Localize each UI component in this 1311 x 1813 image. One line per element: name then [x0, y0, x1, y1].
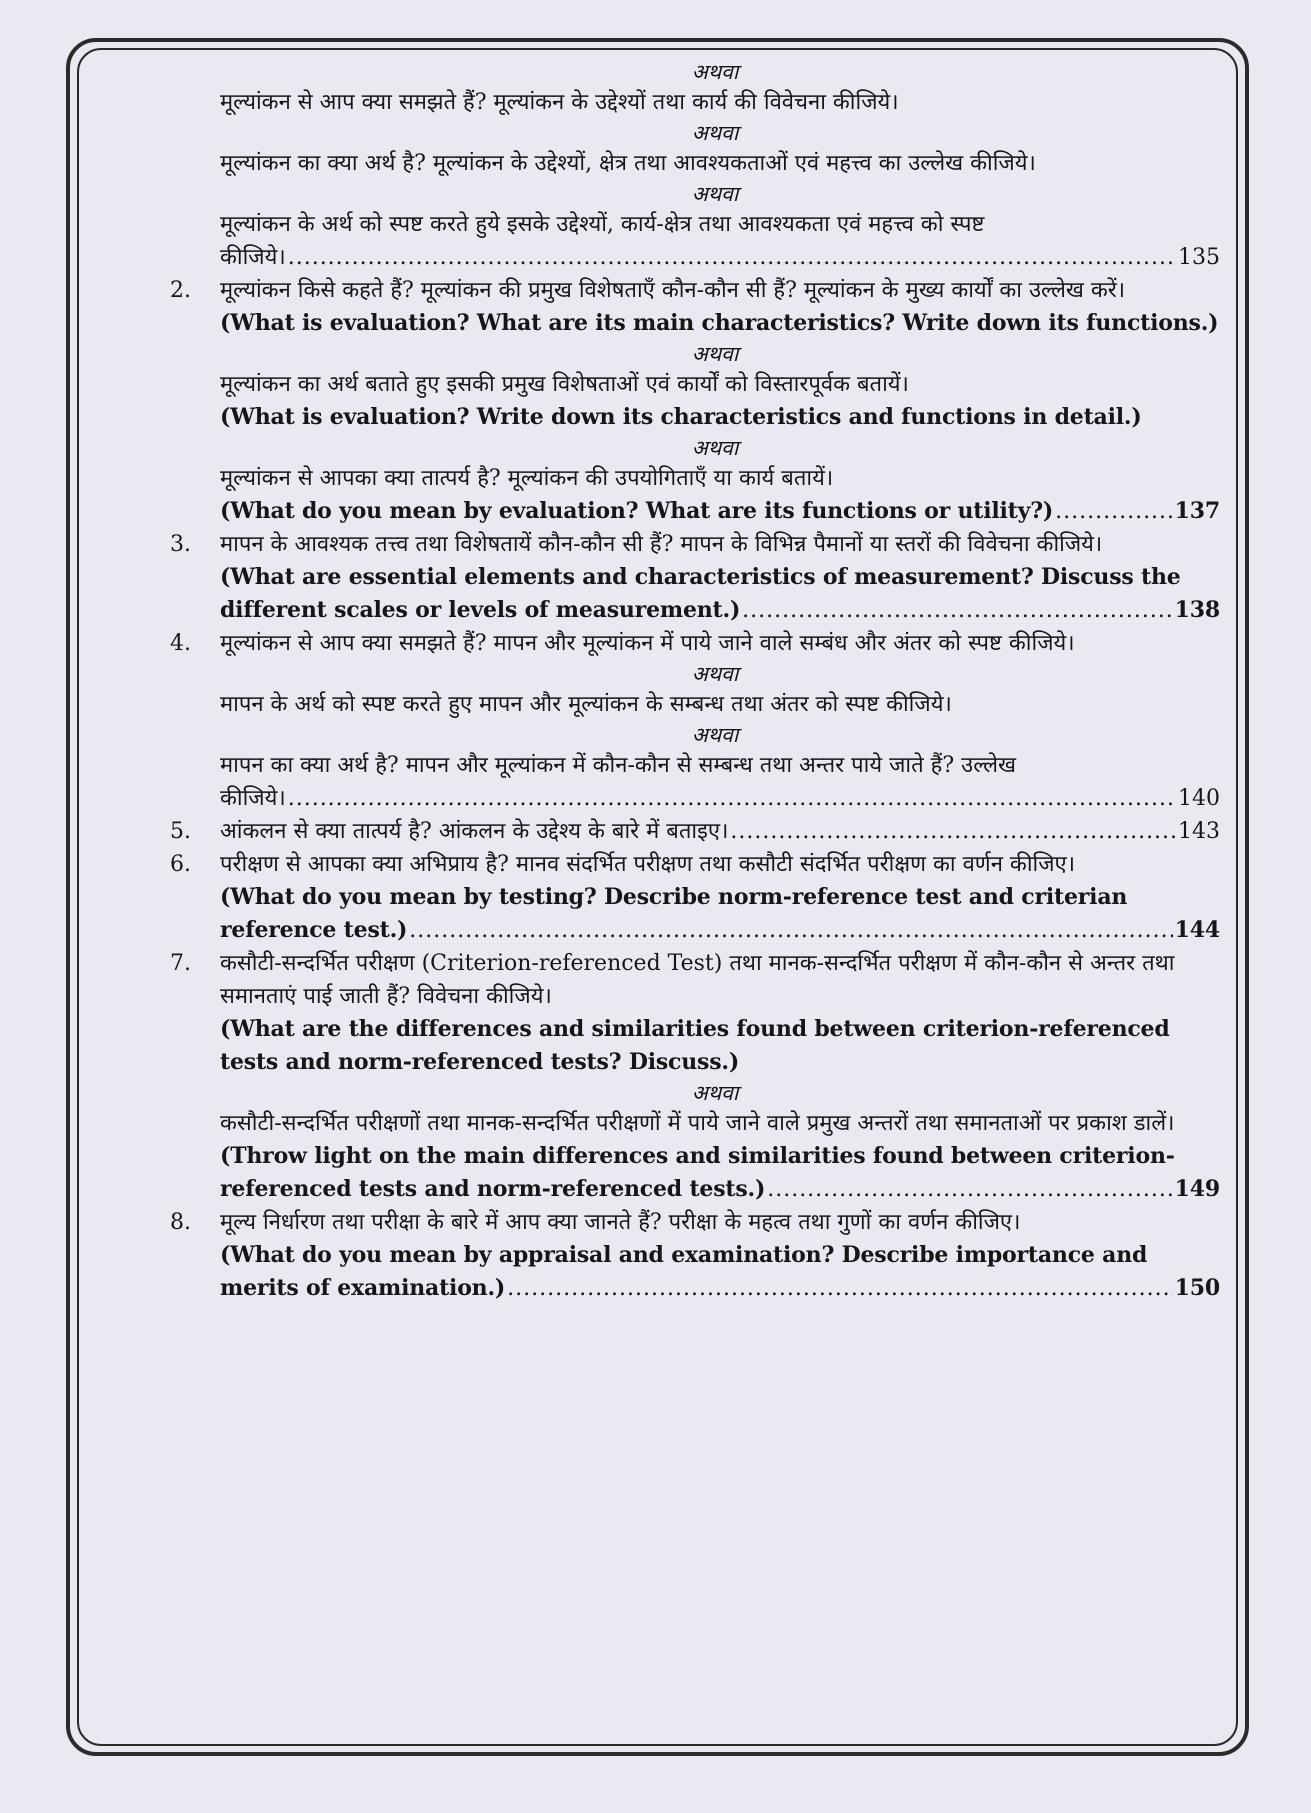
- entry-line: [220, 495, 1220, 528]
- question-text: मूल्यांकन से आपका क्या तात्पर्य है? मूल्यांकन की उपयोगिताएँ या कार्य बतायें।: [220, 466, 834, 491]
- leader-dots: [288, 782, 1176, 815]
- hindi-text: [150, 749, 1220, 782]
- question-text: मापन का क्या अर्थ है? मापन और मूल्यांकन में कौन-कौन से सम्बन्ध तथा अन्तर पाये जाते हैं? उल्लेख: [220, 753, 1017, 778]
- question-text: कसौटी-सन्दर्भित परीक्षणों तथा मानक-सन्दर्भित परीक्षणों में पाये जाने वाले प्रमुख अन्तरों तथा समानताओं पर प्रकाश डालें।: [220, 1111, 1175, 1136]
- question-text-english: (What is evaluation? What are its main characteristics? Write down its functions.): [220, 310, 1219, 336]
- or-separator: अथवा: [691, 60, 739, 84]
- leader-dots: [507, 1272, 1173, 1305]
- question-number: 2.: [170, 278, 191, 303]
- question-item: [150, 947, 1220, 1013]
- question-number: 4.: [170, 631, 191, 656]
- question-text: मूल्यांकन किसे कहते हैं? मूल्यांकन की प्रमुख विशेषताएँ कौन-कौन सी हैं? मूल्यांकन के मुख्य कार्यों का उल्लेख करें।: [220, 278, 1126, 303]
- page-number: 138: [1174, 597, 1220, 623]
- question-item: [150, 1206, 1220, 1239]
- question-item: [150, 274, 1220, 307]
- question-text: मापन के अर्थ को स्पष्ट करते हुए मापन और मूल्यांकन के सम्बन्ध तथा अंतर को स्पष्ट कीजिये।: [220, 692, 952, 717]
- question-text: मूल्यांकन का अर्थ बताते हुए इसकी प्रमुख विशेषताओं एवं कार्यों को विस्तारपूर्वक बतायें।: [220, 372, 909, 397]
- english-text: [150, 1140, 1220, 1173]
- english-text: [150, 1239, 1220, 1272]
- or-separator: अथवा: [691, 182, 739, 206]
- question-item: [150, 815, 1220, 848]
- english-text: [150, 561, 1220, 594]
- leader-dots: [288, 241, 1176, 274]
- entry-last-line: [150, 914, 1220, 947]
- question-text-english: (Throw light on the main differences and similarities found between criterion-: [220, 1143, 1175, 1169]
- or-separator: अथवा: [691, 436, 739, 460]
- question-text: कसौटी-सन्दर्भित परीक्षण (Criterion-referenced Test) तथा मानक-सन्दर्भित परीक्षण में कौन-कौन से अन्तर तथा समानताएं पाई जाती हैं? विवेचना कीजिये।: [220, 951, 1175, 1009]
- entry-last-line: [150, 1272, 1220, 1305]
- question-text-english: (What do you mean by testing? Describe norm-reference test and criterian: [220, 884, 1128, 910]
- entry-text: कीजिये।: [220, 786, 286, 811]
- or-separator: अथवा: [691, 662, 739, 686]
- entry-line: [220, 241, 1220, 274]
- entry-line: [220, 594, 1220, 627]
- english-text: [150, 401, 1220, 434]
- contents-list: [150, 58, 1220, 1305]
- question-text-english: (What are essential elements and characteristics of measurement? Discuss the: [220, 564, 1181, 590]
- page-number: 135: [1178, 245, 1220, 270]
- question-number: 5.: [170, 819, 191, 844]
- entry-last-line: [150, 594, 1220, 627]
- entry-text: कीजिये।: [220, 245, 286, 270]
- question-text: मूल्यांकन के अर्थ को स्पष्ट करते हुये इसके उद्देश्यों, कार्य-क्षेत्र तथा आवश्यकता एवं महत्त्व को स्पष्ट: [220, 212, 985, 237]
- or-separator: अथवा: [691, 1081, 739, 1105]
- english-text: [150, 881, 1220, 914]
- question-text-english: (What are the differences and similarities found between criterion-referenced tests and norm-referenced tests? Discuss.): [220, 1016, 1170, 1075]
- question-text: मूल्यांकन से आप क्या समझते हैं? मापन और मूल्यांकन में पाये जाने वाले सम्बंध और अंतर को स्पष्ट कीजिये।: [220, 631, 1075, 656]
- entry-line: [220, 1272, 1220, 1305]
- hindi-text: [150, 147, 1220, 180]
- hindi-text: [150, 208, 1220, 241]
- question-number: 7.: [170, 951, 191, 976]
- entry-last-line: [150, 782, 1220, 815]
- entry-line: [220, 782, 1220, 815]
- question-text: परीक्षण से आपका क्या अभिप्राय है? मानव संदर्भित परीक्षण तथा कसौटी संदर्भित परीक्षण का वर्णन कीजिए।: [220, 852, 1076, 877]
- page-number: 144: [1174, 917, 1220, 943]
- leader-dots: [730, 815, 1176, 848]
- question-text: मूल्य निर्धारण तथा परीक्षा के बारे में आप क्या जानते हैं? परीक्षा के महत्व तथा गुणों का वर्णन कीजिए।: [220, 1210, 1021, 1235]
- entry-line: [220, 914, 1220, 947]
- hindi-text: [150, 1107, 1220, 1140]
- leader-dots: [767, 1173, 1172, 1206]
- entry-last-line: [150, 1173, 1220, 1206]
- english-text: [150, 307, 1220, 340]
- page-number: 143: [1178, 819, 1220, 844]
- question-text-english: (What is evaluation? Write down its characteristics and functions in detail.): [220, 404, 1142, 430]
- hindi-text: [150, 688, 1220, 721]
- hindi-text: [150, 86, 1220, 119]
- leader-dots: [409, 914, 1172, 947]
- entry-text: (What do you mean by evaluation? What are its functions or utility?): [220, 498, 1054, 524]
- english-text: [150, 1013, 1220, 1079]
- entry-text: reference test.): [220, 917, 408, 943]
- page-number: 140: [1178, 786, 1220, 811]
- or-separator: अथवा: [691, 342, 739, 366]
- entry-line: [220, 1173, 1220, 1206]
- question-text: मूल्यांकन से आप क्या समझते हैं? मूल्यांकन के उद्देश्यों तथा कार्य की विवेचना कीजिये।: [220, 90, 899, 115]
- or-separator: अथवा: [691, 121, 739, 145]
- question-item: [150, 848, 1220, 881]
- question-text: मूल्यांकन का क्या अर्थ है? मूल्यांकन के उद्देश्यों, क्षेत्र तथा आवश्यकताओं एवं महत्त्व का उल्लेख कीजिये।: [220, 151, 1036, 176]
- page-number: 137: [1174, 498, 1220, 524]
- entry-last-line: [150, 495, 1220, 528]
- question-number: 3.: [170, 532, 191, 557]
- question-item: [150, 627, 1220, 660]
- entry-last-line: [150, 241, 1220, 274]
- question-number: 8.: [170, 1210, 191, 1235]
- question-item: [150, 528, 1220, 561]
- question-text: मापन के आवश्यक तत्त्व तथा विशेषतायें कौन-कौन सी हैं? मापन के विभिन्न पैमानों या स्तरों की विवेचना कीजिये।: [220, 532, 1103, 557]
- entry-text: different scales or levels of measurement.): [220, 597, 741, 623]
- leader-dots: [1055, 495, 1173, 528]
- entry-text: referenced tests and norm-referenced tests.): [220, 1176, 766, 1202]
- entry-text: आंकलन से क्या तात्पर्य है? आंकलन के उद्देश्य के बारे में बताइए।: [220, 819, 729, 844]
- question-text-english: (What do you mean by appraisal and examination? Describe importance and: [220, 1242, 1148, 1268]
- or-separator: अथवा: [691, 723, 739, 747]
- leader-dots: [742, 594, 1173, 627]
- hindi-text: [150, 462, 1220, 495]
- question-number: 6.: [170, 852, 191, 877]
- entry-line: [220, 815, 1220, 848]
- entry-text: merits of examination.): [220, 1275, 506, 1301]
- page-number: 149: [1174, 1176, 1220, 1202]
- page-number: 150: [1174, 1275, 1220, 1301]
- hindi-text: [150, 368, 1220, 401]
